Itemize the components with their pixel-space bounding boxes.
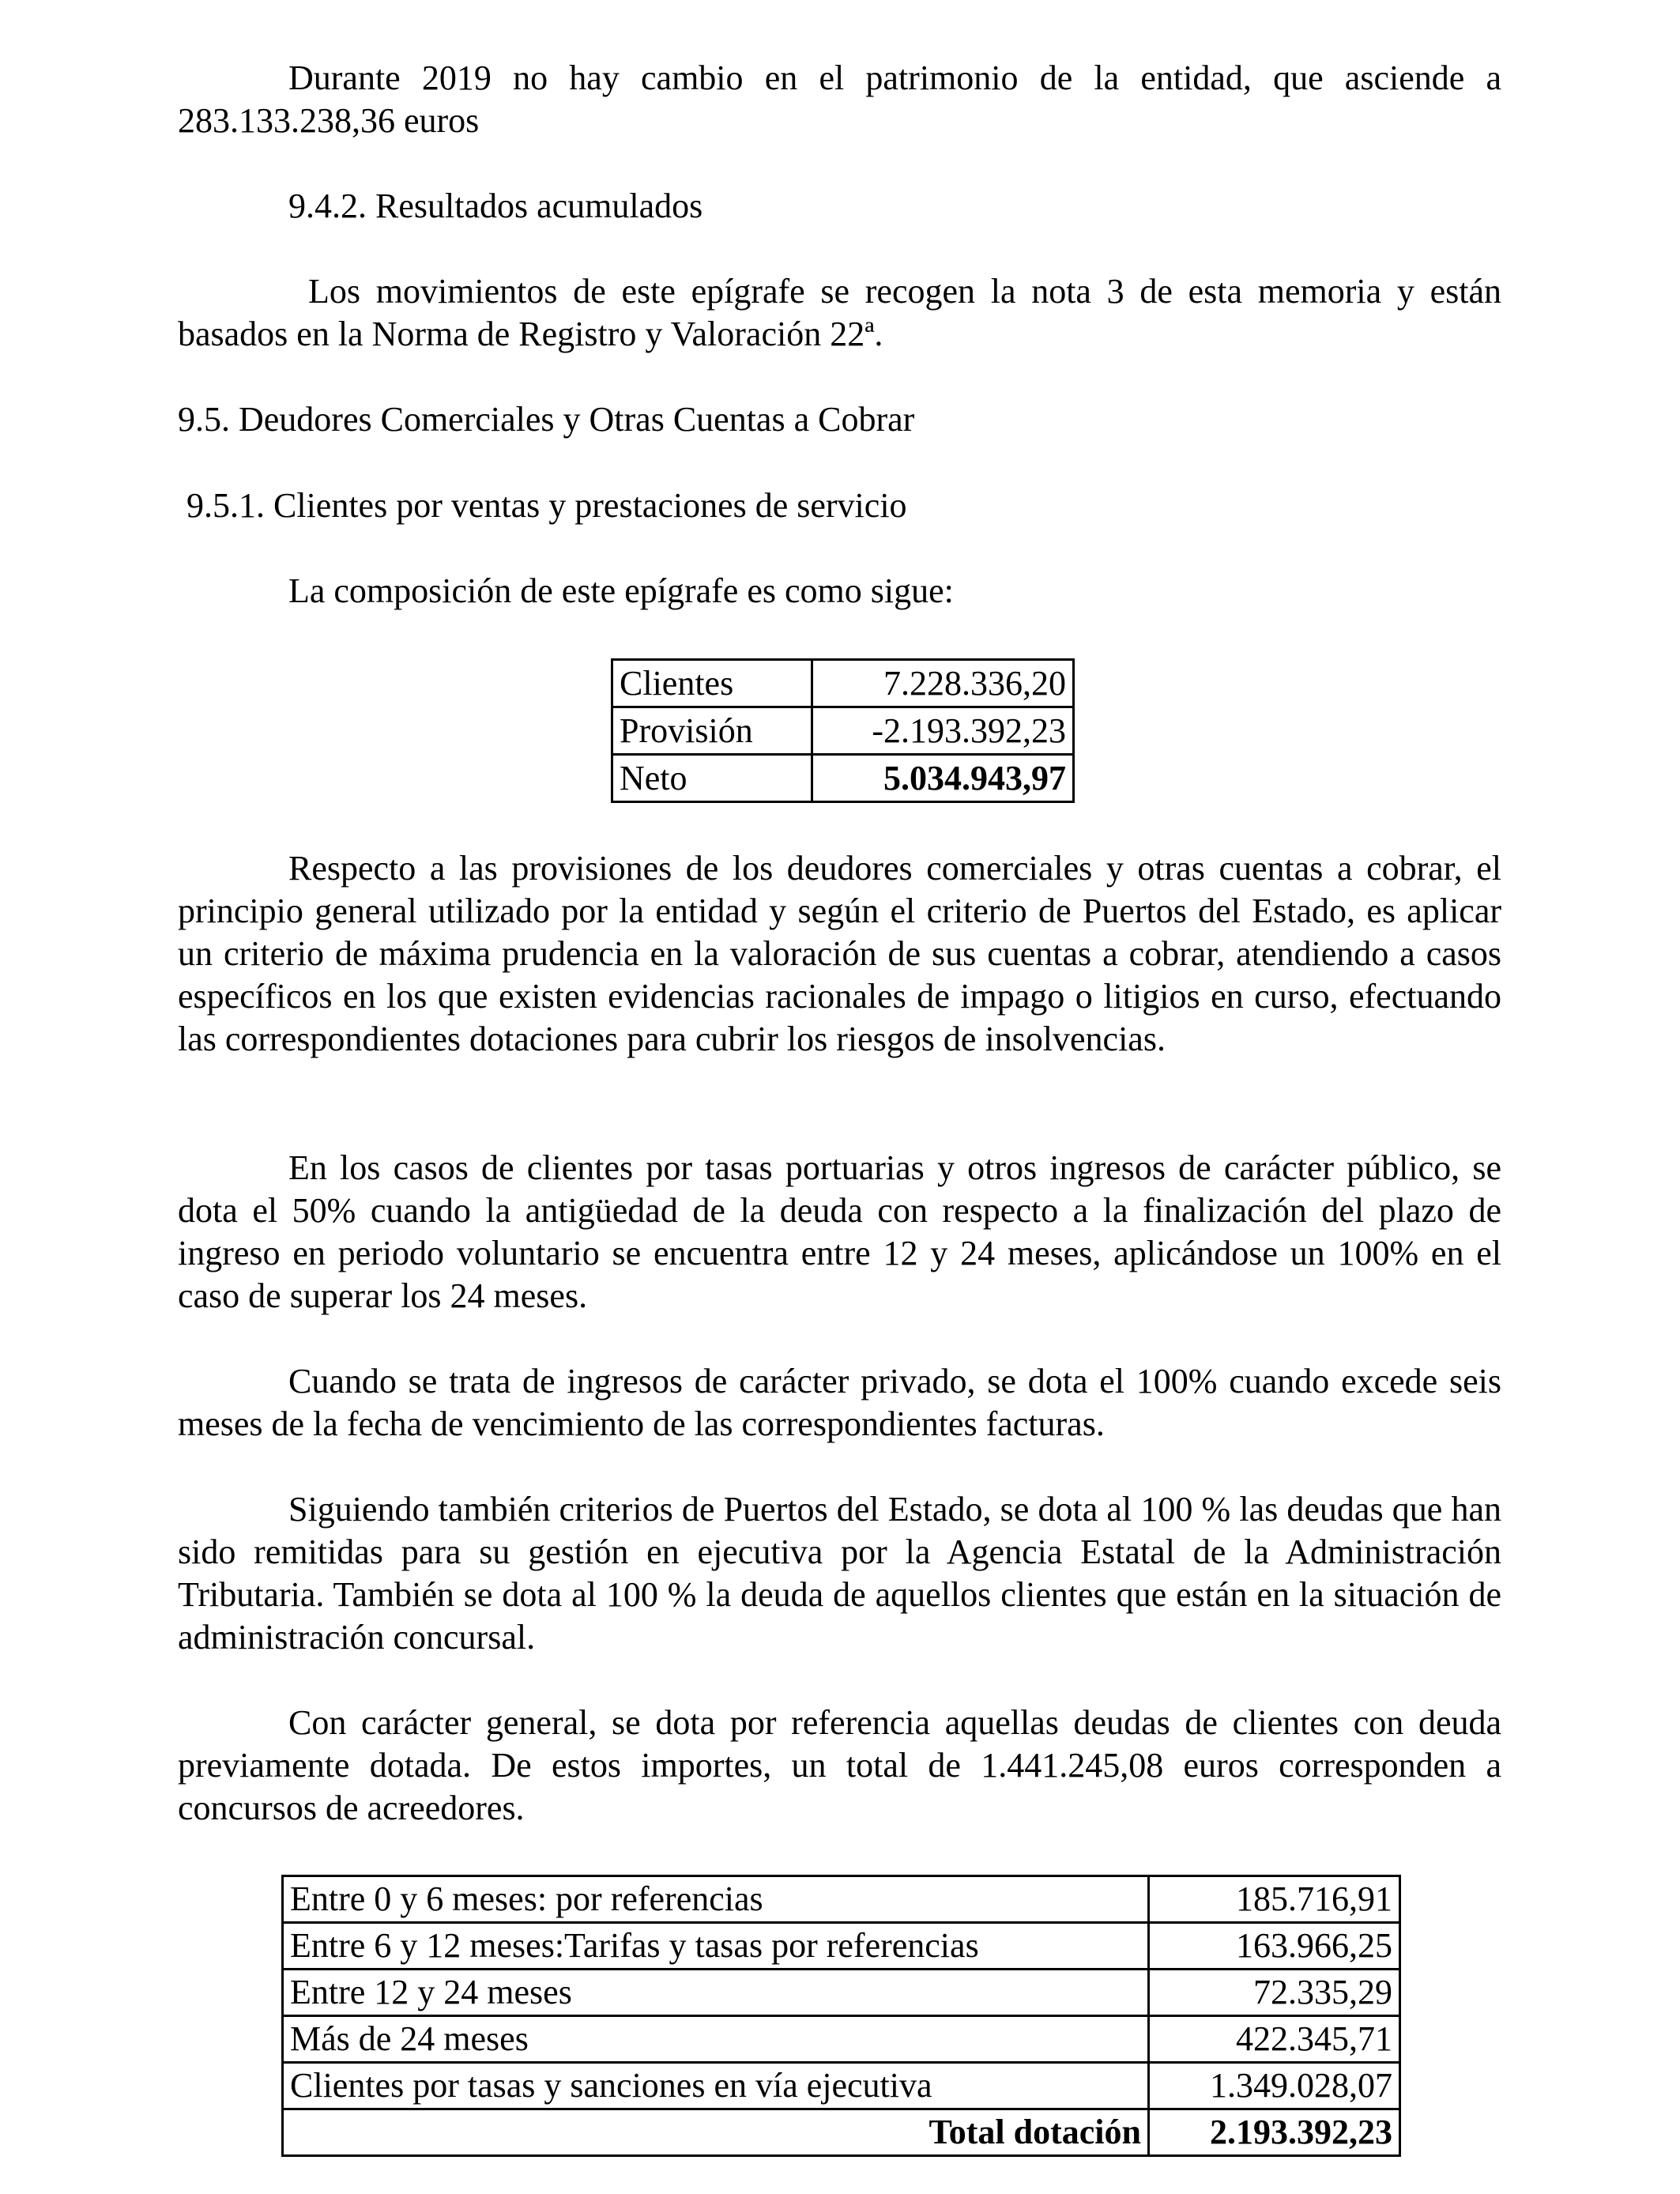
table-cell-label: Entre 0 y 6 meses: por referencias — [283, 1876, 1149, 1923]
table-cell-value: 163.966,25 — [1149, 1923, 1400, 1970]
table-cell-label: Entre 12 y 24 meses — [283, 1970, 1149, 2016]
table-row — [283, 1970, 1400, 2016]
table-cell-label: Neto — [612, 755, 812, 802]
paragraph-resultados: Los movimientos de este epígrafe se recogen la nota 3 de esta memoria y están basados en la Norma de Registro y Valoración 22ª. — [178, 272, 1501, 353]
paragraph-patrimonio: Durante 2019 no hay cambio en el patrimonio de la entidad, que asciende a 283.133.238,36 euros — [178, 58, 1501, 140]
dotacion-table — [281, 1875, 1401, 2157]
table-cell-label: Provisión — [612, 707, 812, 755]
paragraph-privado: Cuando se trata de ingresos de carácter privado, se dota el 100% cuando excede seis meses de la fecha de vencimiento de las correspondientes facturas. — [178, 1362, 1501, 1443]
table-cell-value: 7.228.336,20 — [812, 660, 1074, 707]
table-cell-label: Entre 6 y 12 meses:Tarifas y tasas por referencias — [283, 1923, 1149, 1970]
heading-resultados-acumulados: 9.4.2. Resultados acumulados — [288, 187, 703, 225]
table-cell-value: 1.349.028,07 — [1149, 2063, 1400, 2109]
heading-clientes-ventas: 9.5.1. Clientes por ventas y prestaciones de servicio — [186, 486, 907, 525]
paragraph-ejecutiva: Siguiendo también criterios de Puertos del Estado, se dota al 100 % las deudas que han sido remitidas para su gestión en ejecutiva por la Agencia Estatal de la Administración Tributaria. También se dota al 100 % la deuda de aquellos clientes que están en la situación de administración concursal. — [178, 1490, 1501, 1657]
table-row — [283, 2063, 1400, 2109]
table-cell-label: Más de 24 meses — [283, 2016, 1149, 2063]
table-cell-label: Clientes por tasas y sanciones en vía ejecutiva — [283, 2063, 1149, 2109]
total-label: Total dotación — [283, 2109, 1149, 2156]
paragraph-tasas: En los casos de clientes por tasas portuarias y otros ingresos de carácter público, se dota el 50% cuando la antigüedad de la deuda con respecto a la finalización del plazo de ingreso en periodo voluntario se encuentra entre 12 y 24 meses, aplicándose un 100% en el caso de superar los 24 meses. — [178, 1148, 1501, 1315]
table-cell-net-value: 5.034.943,97 — [812, 755, 1074, 802]
table-row — [283, 1876, 1400, 1923]
table-total-row — [283, 2109, 1400, 2156]
composition-table — [611, 658, 1075, 803]
table-cell-value: 185.716,91 — [1149, 1876, 1400, 1923]
heading-deudores-comerciales: 9.5. Deudores Comerciales y Otras Cuentas a Cobrar — [178, 400, 915, 439]
intro-composicion: La composición de este epígrafe es como sigue: — [288, 571, 954, 610]
table-cell-value: 422.345,71 — [1149, 2016, 1400, 2063]
table-row — [612, 660, 1074, 707]
table-row — [283, 2016, 1400, 2063]
paragraph-provisiones: Respecto a las provisiones de los deudores comerciales y otras cuentas a cobrar, el principio general utilizado por la entidad y según el criterio de Puertos del Estado, es aplicar un criterio de máxima prudencia en la valoración de sus cuentas a cobrar, atendiendo a casos específicos en los que existen evidencias racionales de impago o litigios en curso, efectuando las correspondientes dotaciones para cubrir los riesgos de insolvencias. — [178, 849, 1501, 1058]
table-cell-value: 72.335,29 — [1149, 1970, 1400, 2016]
table-row — [283, 1923, 1400, 1970]
table-row — [612, 755, 1074, 802]
total-value: 2.193.392,23 — [1149, 2109, 1400, 2156]
table-row — [612, 707, 1074, 755]
paragraph-referencia: Con carácter general, se dota por referencia aquellas deudas de clientes con deuda previamente dotada. De estos importes, un total de 1.441.245,08 euros corresponden a concursos de acreedores. — [178, 1703, 1501, 1827]
table-cell-label: Clientes — [612, 660, 812, 707]
table-cell-value: -2.193.392,23 — [812, 707, 1074, 755]
